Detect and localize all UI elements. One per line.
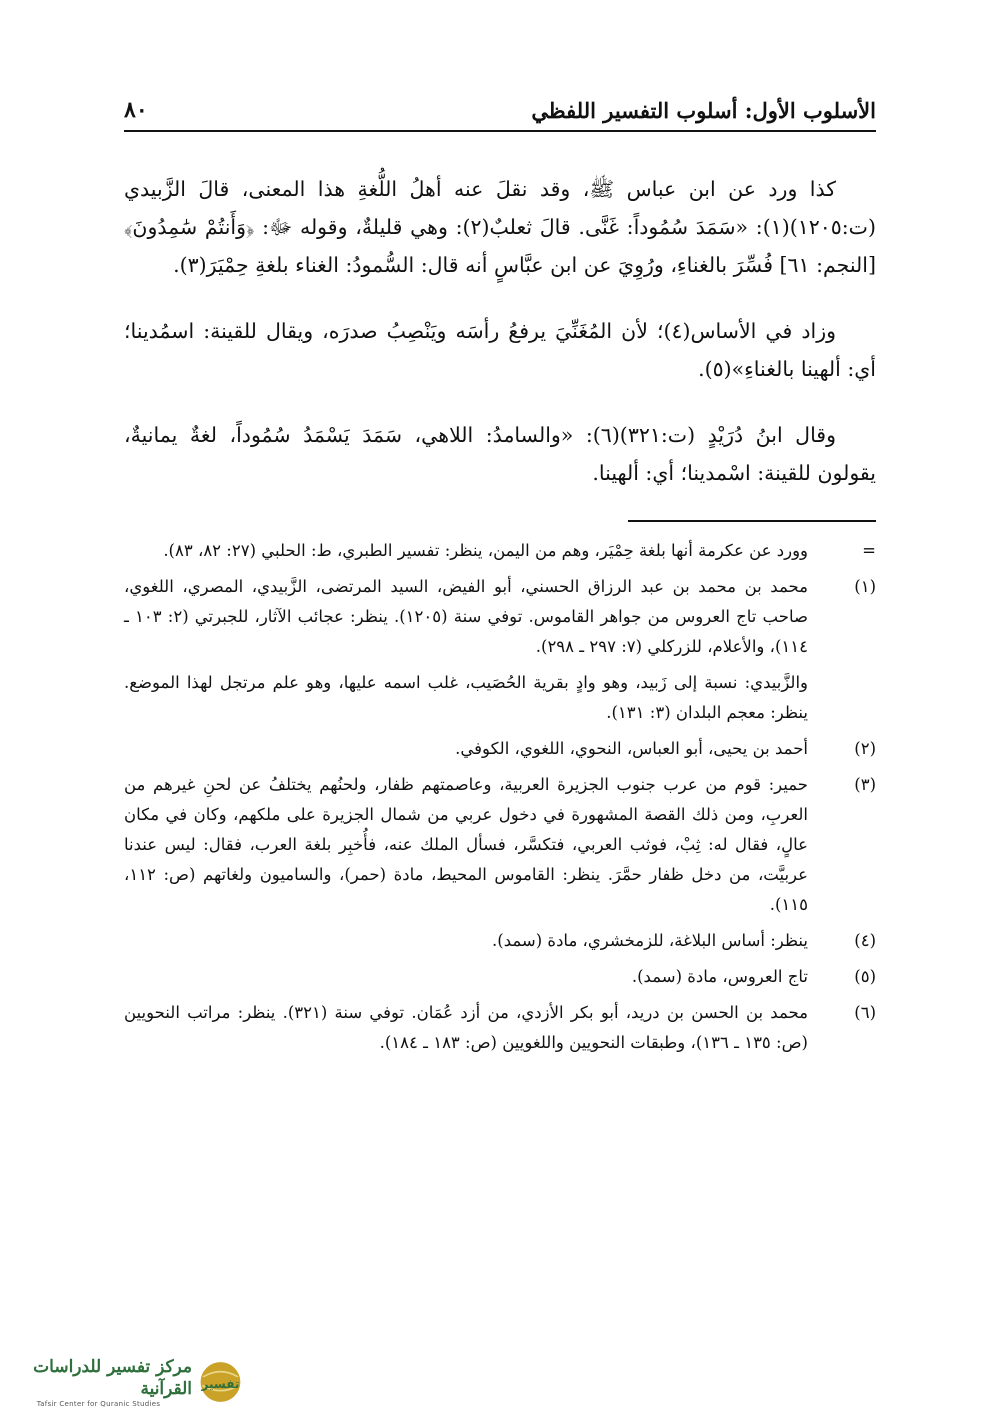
footnote-text: محمد بن محمد بن عبد الرزاق الحسني، أبو الفيض، السيد المرتضى، الزَّبيدي، المصري، اللغوي، صاحب تاج العروس من جواهر القاموس. توفي سنة (١٢٠٥). ينظر: عجائب الآثار، للجبرتي (٢: ١٠٣ ـ ١١٤)، والأعلام، للزركلي (٧: ٢٩٧ ـ ٢٩٨). xyxy=(124,577,808,656)
footnote-number: (٣) xyxy=(854,775,876,794)
paragraph: وقال ابنُ دُرَيْدٍ (ت:٣٢١)(٦): «والسامدُ: اللاهي، سَمَدَ يَسْمَدُ سُمُوداً، لغةٌ يمانيةٌ، يقولون للقينة: اسْمدينا؛ أي: ألهينا. xyxy=(124,423,876,485)
logo-mark: تفسير xyxy=(201,1377,240,1392)
paragraph: كذا ورد عن ابن عباس ﷺ، وقد نقلَ عنه أهلُ اللُّغةِ هذا المعنى، قالَ الزَّبيدي (ت:١٢٠٥)(١): «سَمَدَ سُمُوداً: غَنَّى. قالَ ثعلبٌ(٢): وهي قليلةٌ، وقوله ﷻ: ﴿وَأَنتُمْ سَٰمِدُونَ﴾ [النجم: ٦١] فُسِّرَ بالغناءِ، ورُوِيَ عن ابن عبَّاسٍ أنه قال: السُّمودُ: الغناء بلغةِ حِمْيَرَ(٣). xyxy=(124,177,876,277)
footnote-text: أحمد بن يحيى، أبو العباس، النحوي، اللغوي، الكوفي. xyxy=(455,739,808,758)
running-header xyxy=(124,94,876,132)
footnote-number: (٤) xyxy=(854,931,876,950)
logo-english-name: Tafsir Center for Quranic Studies xyxy=(36,1400,161,1408)
footnote xyxy=(124,926,876,956)
footnote xyxy=(124,536,876,566)
footnotes xyxy=(124,536,876,1058)
footnote-number: = xyxy=(862,541,876,560)
footnote-number: (١) xyxy=(854,577,876,596)
footnote-text: تاج العروس، مادة (سمد). xyxy=(631,967,808,986)
footnote-separator xyxy=(628,520,876,522)
logo-arabic-name: مركز تفسير للدراسات القرآنية xyxy=(33,1357,193,1399)
chapter-title: الأسلوب الأول: أسلوب التفسير اللفظي xyxy=(531,97,876,123)
footnote-number: (٦) xyxy=(854,1003,876,1022)
footnote xyxy=(124,572,876,662)
book-page xyxy=(124,94,876,1064)
footnote-text: ينظر: أساس البلاغة، للزمخشري، مادة (سمد). xyxy=(492,931,808,950)
footnote xyxy=(124,734,876,764)
footnote xyxy=(124,998,876,1058)
logo-names xyxy=(5,1356,192,1408)
body-text xyxy=(124,170,876,492)
globe-emblem-icon xyxy=(198,1356,243,1408)
footnote-number: (٢) xyxy=(854,739,876,758)
footnote-text: والزَّبيدي: نسبة إلى زَبيد، وهو وادٍ بقرية الحُصَيب، غلب اسمه عليها، وهو علم مرتجل لهذا الموضع. ينظر: معجم البلدان (٣: ١٣١). xyxy=(124,673,808,722)
tafsir-center-logo xyxy=(5,1356,243,1408)
page-number: ٨٠ xyxy=(124,97,148,123)
footnote xyxy=(124,962,876,992)
footnote-text: محمد بن الحسن بن دريد، أبو بكر الأزدي، من أزد عُمَان. توفي سنة (٣٢١). ينظر: مراتب النحويين (ص: ١٣٥ ـ ١٣٦)، وطبقات النحويين واللغويين (ص: ١٨٣ ـ ١٨٤). xyxy=(124,1003,808,1052)
footnote-text: وورد عن عكرمة أنها بلغة حِمْيَر، وهم من اليمن، ينظر: تفسير الطبري، ط: الحلبي (٢٧: ٨٢، ٨٣). xyxy=(163,541,808,560)
paragraph: وزاد في الأساس(٤)؛ لأن المُغَنِّيَ يرفعُ رأسَه ويَنْصِبُ صدرَه، ويقال للقينة: اسمُدينا؛ أي: ألهينا بالغناءِ»(٥). xyxy=(124,319,876,381)
footnote xyxy=(124,668,876,728)
footnote-number xyxy=(808,668,876,728)
footnote xyxy=(124,770,876,920)
footnote-number: (٥) xyxy=(854,967,876,986)
footnote-text: حمير: قوم من عرب جنوب الجزيرة العربية، وعاصمتهم ظفار، ولحنُهم يختلفُ عن لحنِ غيرهم من العربِ، ومن ذلك القصة المشهورة في دخول عربي من شمال الجزيرة على ملكهم، وكان في مكان عالٍ، فقال له: ثِبْ، فوثب العربي، فتكسَّر، فسأل الملك عنه، فأُخبِر بلغة العرب، فقال: ليس عندنا عربيَّت، من دخل ظفار حمَّرَ. ينظر: القاموس المحيط، مادة (حمر)، والساميون ولغاتهم (ص: ١١٢، ١١٥). xyxy=(124,775,808,914)
